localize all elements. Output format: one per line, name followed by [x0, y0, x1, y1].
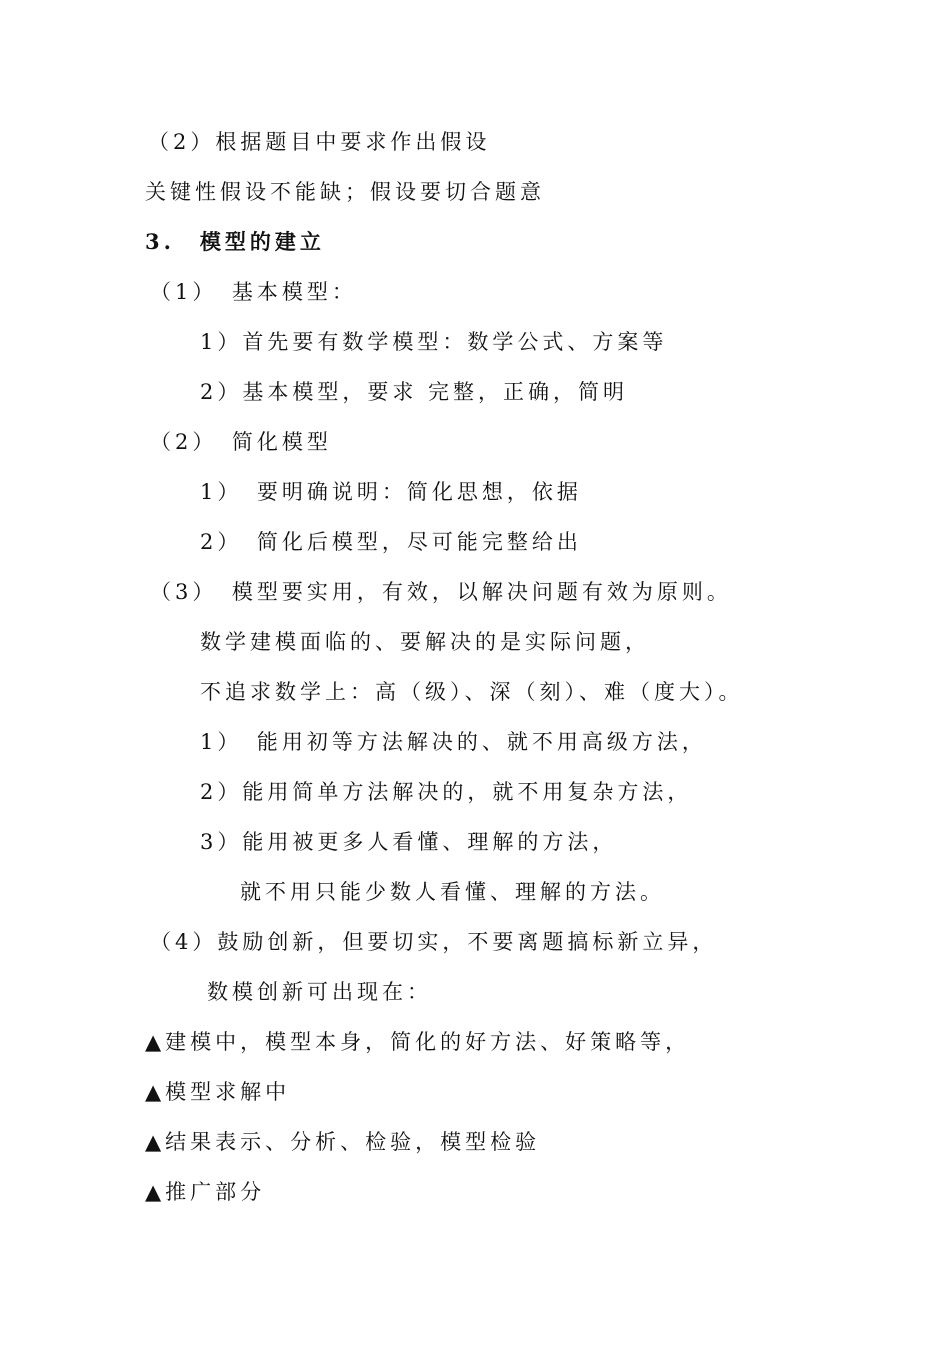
practical-item-3-continued: 就不用只能少数人看懂、理解的方法。 — [240, 880, 665, 904]
basic-model-item-2: 2）基本模型，要求 完整，正确，简明 — [200, 380, 629, 404]
simplified-model-item-2: 2） 简化后模型，尽可能完整给出 — [200, 530, 582, 554]
practical-note-1: 数学建模面临的、要解决的是实际问题， — [200, 630, 650, 654]
practical-item-2: 2）能用简单方法解决的，就不用复杂方法， — [200, 780, 693, 804]
practical-note-2: 不追求数学上：高（级）、深（刻）、难（度大）。 — [200, 680, 744, 704]
practical-item-3: 3）能用被更多人看懂、理解的方法， — [200, 830, 618, 854]
subheading-simplified-model: （2） 简化模型 — [150, 430, 332, 454]
innovation-bullet-2: ▲模型求解中 — [145, 1080, 291, 1104]
subheading-innovation: （4）鼓励创新，但要切实，不要离题搞标新立异， — [150, 930, 718, 954]
simplified-model-item-1: 1） 要明确说明：简化思想，依据 — [200, 480, 582, 504]
innovation-intro: 数模创新可出现在： — [207, 980, 432, 1004]
innovation-bullet-3: ▲结果表示、分析、检验，模型检验 — [145, 1130, 541, 1154]
subheading-basic-model: （1） 基本模型： — [150, 280, 357, 304]
assumption-note: 关键性假设不能缺；假设要切合题意 — [145, 180, 545, 204]
practical-item-1: 1） 能用初等方法解决的、就不用高级方法， — [200, 730, 707, 754]
subheading-practical-model: （3） 模型要实用，有效，以解决问题有效为原则。 — [150, 580, 732, 604]
section-heading-model-building: 3. 模型的建立 — [145, 229, 325, 254]
basic-model-item-1: 1）首先要有数学模型：数学公式、方案等 — [200, 330, 668, 354]
assumption-heading: （2）根据题目中要求作出假设 — [148, 130, 491, 154]
innovation-bullet-4: ▲推广部分 — [145, 1180, 266, 1204]
innovation-bullet-1: ▲建模中，模型本身，简化的好方法、好策略等， — [145, 1030, 691, 1054]
